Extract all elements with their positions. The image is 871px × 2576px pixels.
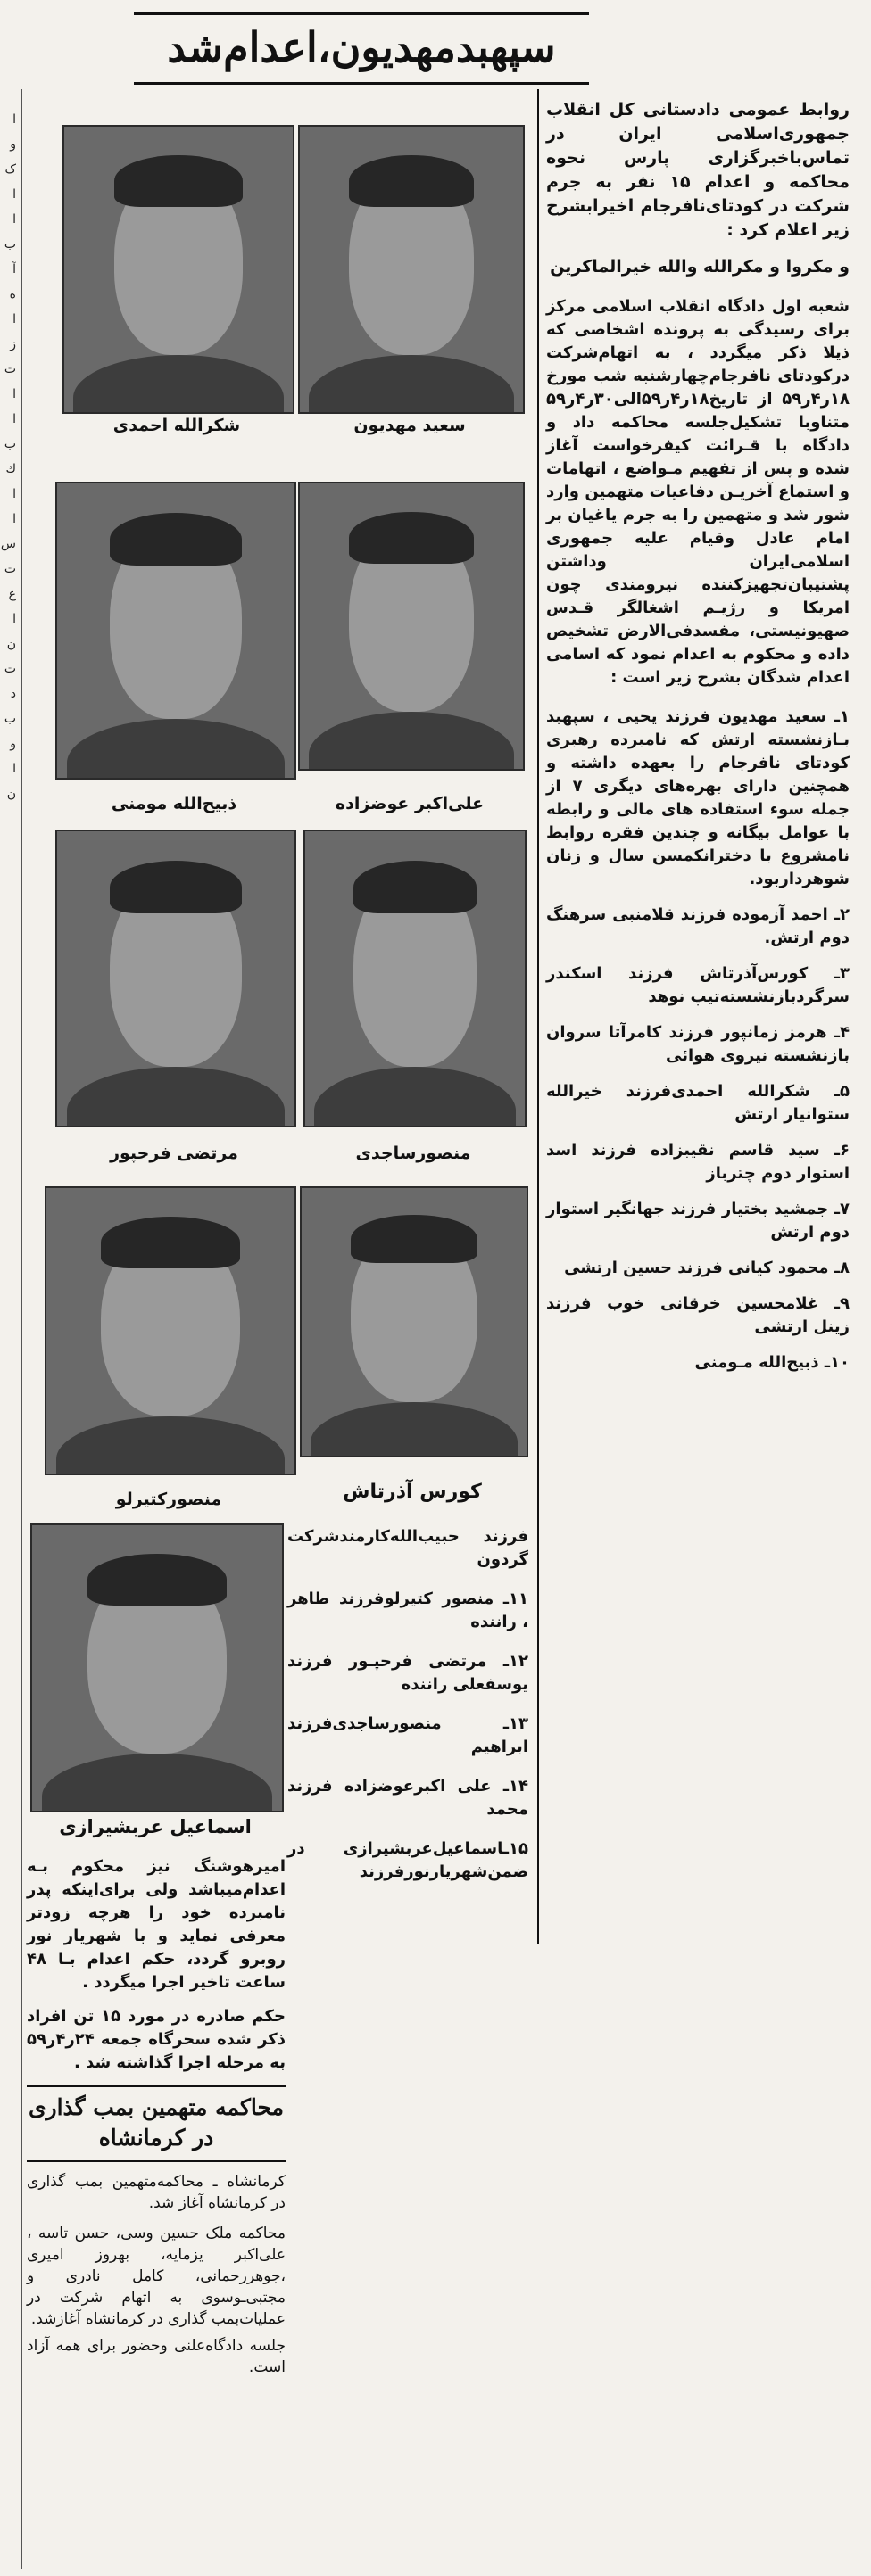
- list-item: ۴ـ هرمز زمانپور فرزند کامرآتا سروان بازنشسته نیروی هوائی: [546, 1023, 850, 1065]
- photo-mansour-sajedi: [303, 830, 527, 1127]
- headline-rule: [134, 82, 589, 85]
- photo-shokrollah-ahmadi: [62, 125, 294, 414]
- neighbor-fragment: ا: [12, 112, 16, 127]
- left-lower-column: [27, 1855, 286, 2378]
- top-rule: [134, 12, 589, 15]
- left-paragraph: محاکمه ملک حسین وسی، حسن تاسه ، علی‌اکبر یزمایه، بهروز امیری ،جوهررحمانی، کامل نادری و مجتبی‌ـوسوی به اتهام شرکت در عملیات‌بمب گذاری در کرمانشاه آغازشد.: [27, 2225, 286, 2328]
- executed-list: [546, 706, 850, 1375]
- neighbor-fragment: س: [0, 537, 16, 551]
- left-paragraph: حکم صادره در مورد ۱۵ تن افراد ذکر شده سحرگاه جمعه ۲۴ر۴ر۵۹ به مرحله اجرا گذاشته شد .: [27, 2007, 286, 2072]
- neighbor-fragment: ن: [6, 637, 16, 651]
- photo-caption: شکرالله احمدی: [112, 416, 241, 435]
- neighbor-fragment: ع: [8, 587, 16, 601]
- photo-caption: ذبیح‌الله مومنی: [111, 794, 237, 813]
- left-column-divider: [21, 89, 22, 2569]
- list-item: ۲ـ احمد آزموده فرزند قلامنبی سرهنگ دوم ارتش.: [546, 905, 850, 947]
- neighbor-fragment: ن: [6, 787, 16, 801]
- photo-saeed-mahdiyoun: [298, 125, 525, 414]
- right-column-divider: [537, 89, 539, 1944]
- photo-morteza-farahpour: [55, 830, 296, 1127]
- photo-caption: منصورساجدی: [355, 1144, 471, 1163]
- photo-esmaeil-arabshirazi: [30, 1523, 284, 1812]
- intro-paragraph: روابط عمومی دادستانی کل انقلاب جمهوری‌اسلامی ایران در تماس‌باخبرگزاری پارس نحوه محاکمه و اعدام ۱۵ نفر به جرم شرکت در کودتای‌نافرجام اخیر‌ا‌بشرح زیر اعلام کرد :: [546, 100, 850, 240]
- neighbor-fragment: ز: [10, 337, 16, 351]
- neighbor-fragment: ب: [4, 437, 16, 451]
- neighbor-fragment: ک: [4, 162, 16, 177]
- neighbor-fragment: ب: [4, 712, 16, 726]
- left-paragraph: جلسه دادگاه‌علنی وحضور برای همه آزاد است.: [27, 2337, 286, 2376]
- neighbor-fragment: ك: [5, 462, 16, 476]
- body-paragraph: شعبه اول دادگاه انقلاب اسلامی مرکز برای رسیدگی به پرونده اشخاصی که ذیلا ذکر میگردد ، به اتهام‌شرکت درکودتای نافرجام‌چهارشنبه شب مورخ ۱۸ر۴ر۵۹ از تاریخ۱۸ر۴ر۵۹الی۳۰ر۴ر۵۹ متناوبا تشکیل‌جلسه محاکمه داد و دادگاه با قـرائت کیفرخواست آغاز شده و پس از تفهیم مـواضع ، اتهامات و استماع آخریـن دفاعیات متهمین وارد شور شد و متهمین را به جرم یاغیان بر امام عادل وقیام علیه جمهوری اسلامی‌ایران وداشتن پشتیبان‌تجهیزکننده نیرومندی چون امریکا و رژیـم اشغالگر قـدس صهیونیستی، مفسدفی‌الارض تشخیص داده و محکوم به اعدام نمود که اسامی اعدام شدگان بشرح زیر است :: [546, 297, 850, 687]
- neighbor-fragment: ا: [12, 612, 16, 626]
- list-item: ۱۵ـاسماعیل‌عربشیرازی در ضمن‌شهریارنورفرزند: [287, 1839, 528, 1881]
- list-item: ۱۱ـ منصور کتیرلوفرزند طاهر ، راننده: [287, 1589, 528, 1631]
- list-item: ۱۰ـ ذبیح‌الله مـومنی: [694, 1353, 850, 1372]
- list-item: فرزند حبیب‌الله‌کارمندشرکت گردون: [287, 1527, 528, 1569]
- list-item: ۷ـ جمشید بختیار فرزند جهانگیر استوار دوم ارتش: [546, 1200, 850, 1242]
- neighbor-fragment: ب: [4, 237, 16, 252]
- list-item: ۹ـ غلامحسین خرقانی خوب فرزند زینل ارتشی: [546, 1294, 850, 1336]
- list-item: ۱۴ـ علی اکبرعوضزاده فرزند محمد: [287, 1777, 528, 1819]
- photo-caption: مرتضی فرحپور: [110, 1144, 238, 1163]
- photo-aliakbar-avazzadeh: [298, 482, 525, 771]
- neighbor-column-fragments: [0, 107, 16, 1516]
- neighbor-fragment: ا: [12, 212, 16, 227]
- neighbor-fragment: د: [10, 687, 16, 701]
- neighbor-fragment: و: [10, 737, 16, 751]
- photo-kourosh-azartash: [300, 1186, 528, 1457]
- neighbor-fragment: ا: [12, 187, 16, 202]
- list-item: ۵ـ شکرالله احمدی‌فرزند خیرالله ستوانیار ارتش: [546, 1082, 850, 1124]
- headline: سپهبدمهدیون،اعدام‌شد: [167, 23, 556, 71]
- neighbor-fragment: ا: [12, 487, 16, 501]
- list-item: ۳ـ کورس‌آذرتاش فرزند اسکندر سرگردبازنشسته‌تیپ نوهد: [546, 964, 850, 1006]
- neighbor-fragment: آ: [12, 262, 16, 277]
- photo-caption: منصورکتیرلو: [115, 1490, 222, 1509]
- neighbor-fragment: ا: [12, 762, 16, 776]
- middle-list: [287, 1525, 528, 1900]
- section-rule: [27, 2085, 286, 2087]
- subhead: محاکمه متهمین بمب گذاری در کرمانشاه: [28, 2094, 285, 2151]
- neighbor-fragment: ت: [4, 362, 16, 376]
- list-item: ۱۳ـ منصورساجدی‌فرزند ابراهیم: [287, 1714, 528, 1756]
- photo-mansour-katirlou: [45, 1186, 296, 1475]
- left-paragraph: امیرهوشنگ نیز محکوم بـه اعدام‌میباشد ولی برای‌اینکه پدر نامبرده خود را هرچه زودتر معرفی نماید و با شهریار نور روبرو گردد، حکم اعدام بـا ۴۸ ساعت تاخیر اجرا میگردد .: [27, 1857, 286, 1992]
- neighbor-fragment: ا: [12, 412, 16, 426]
- list-item: ۶ـ سید قاسم نقیبزاده فرزند اسد استوار دوم چترباز: [546, 1141, 850, 1183]
- photo-caption: کورس آذرتاش: [343, 1481, 482, 1503]
- photo-caption: سعید مهدیون: [353, 416, 466, 435]
- list-item: ۸ـ محمود کیانی فرزند حسین ارتشی: [564, 1259, 850, 1277]
- right-column: [546, 98, 850, 1387]
- neighbor-fragment: ت: [4, 662, 16, 676]
- left-paragraph: کرمانشاه ـ محاکمه‌متهمین بمب گذاری در کرمانشاه آغاز شد.: [27, 2173, 286, 2212]
- section-rule: [27, 2160, 286, 2162]
- list-item: ۱ـ سعید مهدیون فرزند یحیی ، سپهبد بـازنشسته ارتش که نامبرده رهبری کودتای نافرجام را بعهده داشته و همچنین دارای بهره‌های دیگری ۷ از جمله سوء استفاده های مالی و رابطه با عوامل بیگانه و چندین فقره روابط نامشروع با دخترانکمسن سال و زنان شوهرداربود.: [546, 707, 850, 888]
- list-item: ۱۲ـ مرتضی فرحپـور فرزند یوسفعلی راننده: [287, 1652, 528, 1694]
- photo-zabihollah-momeni: [55, 482, 296, 780]
- neighbor-fragment: ا: [12, 512, 16, 526]
- neighbor-fragment: ا: [12, 387, 16, 401]
- quranic-verse: و مکروا و مکرالله والله خیرالماکرین: [550, 257, 850, 277]
- photo-caption: اسماعیل عربشیرازی: [59, 1816, 252, 1837]
- neighbor-fragment: ا: [12, 312, 16, 326]
- neighbor-fragment: ت: [4, 562, 16, 576]
- neighbor-fragment: ه: [9, 287, 16, 301]
- photo-caption: علی‌اکبر عوضزاده: [335, 794, 485, 813]
- neighbor-fragment: و: [10, 137, 16, 152]
